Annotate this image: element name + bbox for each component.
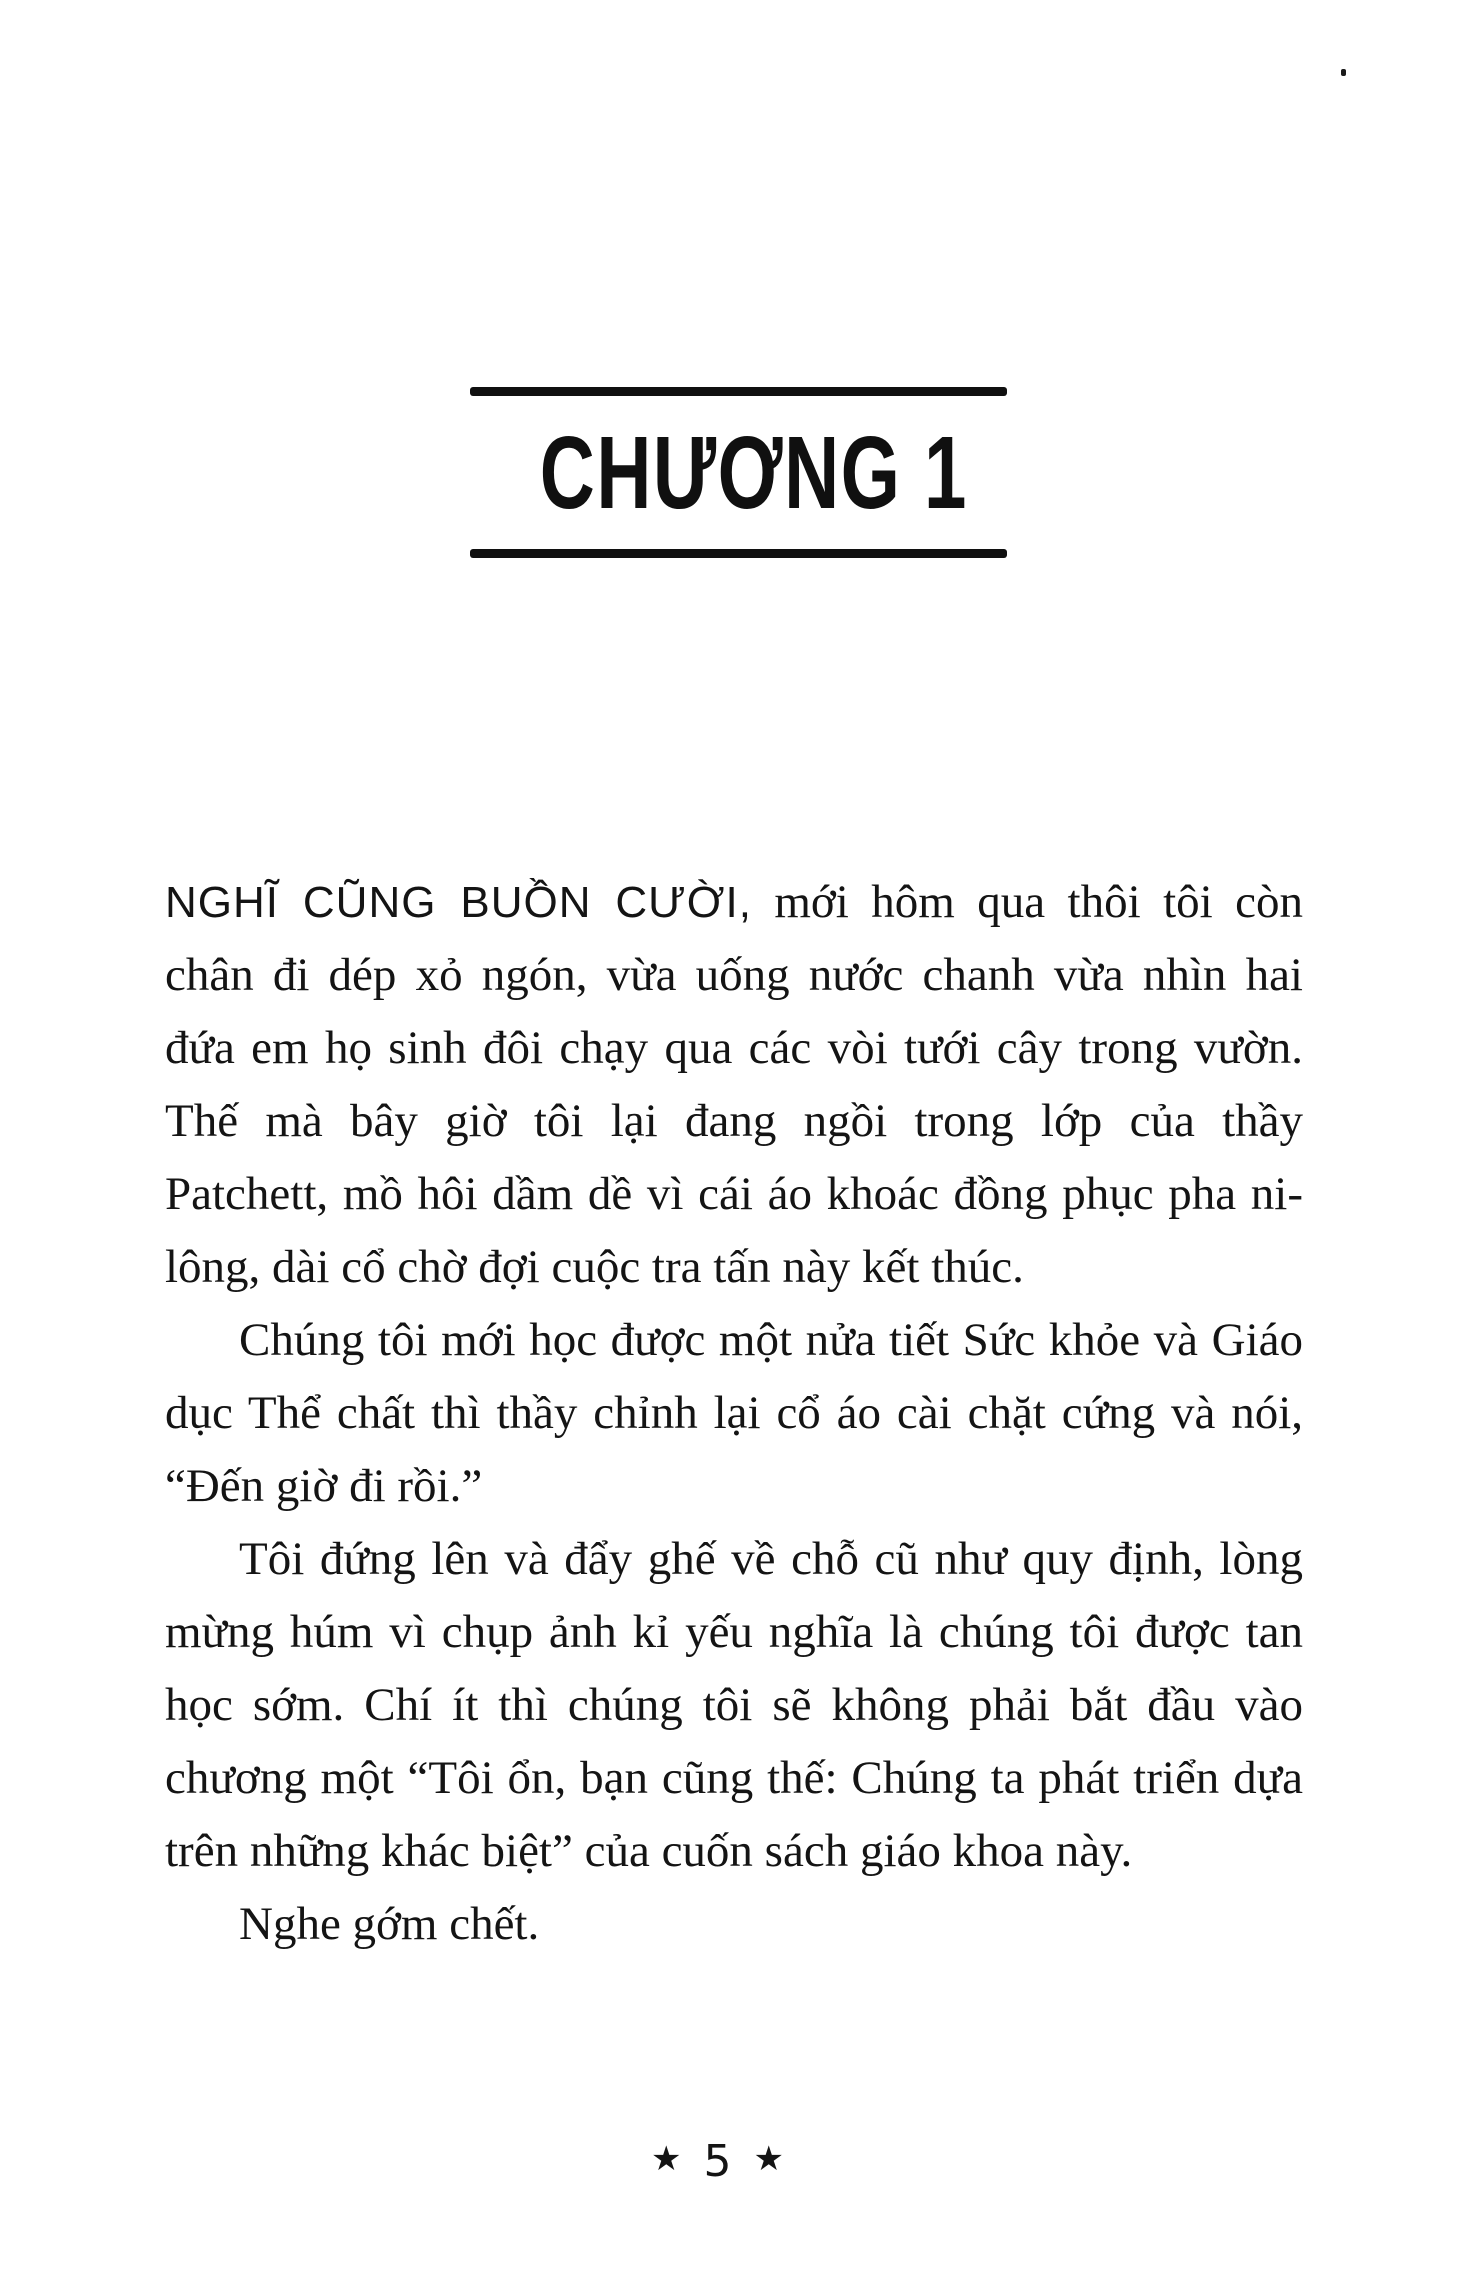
page-footer: [165, 2136, 1270, 2187]
paragraph-2-text: Chúng tôi mới học được một nửa tiết Sức khỏe và Giáo dục Thể chất thì thầy chỉnh lại cổ áo cài chặt cứng và nói, “Đến giờ đi rồi.”: [165, 1314, 1303, 1512]
paragraph-1-text: mới hôm qua thôi tôi còn chân đi dép xỏ ngón, vừa uống nước chanh vừa nhìn hai đứa em họ sinh đôi chạy qua các vòi tưới cây trong vườn. Thế mà bây giờ tôi lại đang ngồi trong lớp của thầy Patchett, mồ hôi dầm dề vì cái áo khoác đồng phục pha ni-lông, dài cổ chờ đợi cuộc tra tấn này kết thúc.: [165, 876, 1303, 1293]
body-text: [165, 866, 1303, 1961]
page-number: 5: [703, 2136, 732, 2187]
chapter-title: CHƯƠNG 1: [539, 415, 968, 530]
paragraph-4-text: Nghe gớm chết.: [239, 1898, 540, 1950]
heading-rule-bottom: [470, 549, 1007, 558]
scan-speck: [1341, 69, 1346, 76]
paragraph-opener: NGHĨ CŨNG BUỒN CƯỜI,: [165, 878, 752, 927]
paragraph-1: [165, 866, 1303, 1304]
chapter-header: [470, 387, 1007, 558]
paragraph-3: [165, 1523, 1303, 1888]
star-icon: ★: [651, 2139, 682, 2179]
star-icon: ★: [753, 2139, 784, 2179]
heading-rule-top: [470, 387, 1007, 396]
paragraph-2: [165, 1304, 1303, 1523]
paragraph-3-text: Tôi đứng lên và đẩy ghế về chỗ cũ như quy định, lòng mừng húm vì chụp ảnh kỉ yếu nghĩa là chúng tôi được tan học sớm. Chí ít thì chúng tôi sẽ không phải bắt đầu vào chương một “Tôi ổn, bạn cũng thế: Chúng ta phát triển dựa trên những khác biệt” của cuốn sách giáo khoa này.: [165, 1533, 1303, 1877]
paragraph-4: [165, 1888, 1303, 1961]
